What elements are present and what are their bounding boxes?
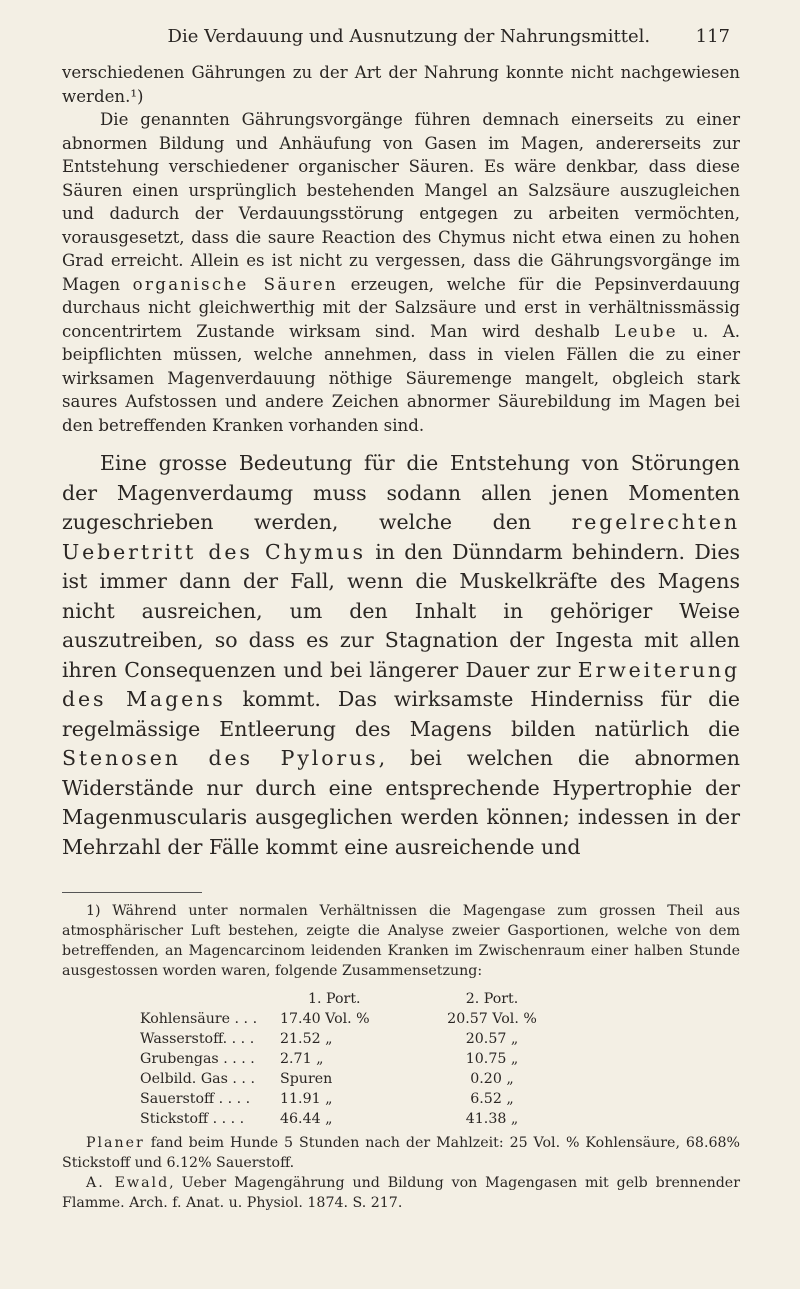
portion-2-value: 41.38 „	[465, 1111, 519, 1127]
column-header-portion-2: 2. Port.	[465, 991, 519, 1007]
table-row	[140, 1089, 552, 1109]
portion-2-value: 0.20 „	[470, 1071, 514, 1087]
paragraph-stagnation	[62, 449, 740, 862]
portion-2-value: 10.75 „	[465, 1051, 519, 1067]
running-title: Die Verdauung und Ausnutzung der Nahrungsmittel.	[167, 26, 651, 47]
paragraph-1-text: verschiedenen Gährungen zu der Art der Nahrung konnte nicht nachgewiesen werden.¹)	[62, 63, 740, 106]
gas-composition-table	[140, 989, 552, 1129]
running-header	[122, 26, 730, 47]
table-row	[140, 1009, 552, 1029]
p2-emphasis-organic-acids: organische Säuren	[132, 274, 338, 294]
portion-1-value: Spuren	[280, 1071, 333, 1087]
table-header-row	[140, 989, 552, 1009]
p3-a: Eine grosse Bedeutung für die Entstehung von Störungen der Magenverdaumg muss sodann allen jenen Momenten zugeschrieben werden, welche den	[62, 451, 740, 534]
footnote-planer	[62, 1133, 740, 1173]
gas-name: Stickstoff . . . .	[140, 1111, 245, 1127]
p2-e: u. A. beipflichten müssen, welche annehmen, dass in vielen Fällen die zu einer wirksamen Magenverdauung nöthige Säuremenge mangelt, obgleich stark saures Aufstossen und andere Zeichen abnormer Säurebildung im Magen bei den betreffenden Kranken vorhanden sind.	[62, 321, 740, 435]
p3-emphasis-pylorus: Stenosen des Pylorus	[62, 746, 379, 770]
portion-1-value: 2.71 „	[280, 1051, 324, 1067]
portion-2-value: 20.57 Vol. %	[447, 1011, 537, 1027]
gas-name: Wasserstoff. . . .	[140, 1031, 255, 1047]
p3-g: , bei welchen die abnormen Widerstände nur durch eine entsprechende Hypertrophie der Magenmuscularis ausgeglichen werden können; indessen in der Mehrzahl der Fälle kommt eine ausreichende und	[62, 746, 740, 859]
p2-a: Die genannten Gährungsvorgänge führen demnach einerseits zu einer abnormen Bildung und Anhäufung von Gasen im Magen, andererseits zur Entstehung verschiedener organischer Säuren. Es wäre denkbar, dass diese Säuren einen ursprünglich bestehenden Mangel an Salzsäure auszugleichen und dadurch der Verdauungsstörung entgegen zu arbeiten vermöchten, vorausgesetzt, dass die saure Reaction des Chymus nicht etwa einen zu hohen Grad erreicht. Allein es ist nicht zu vergessen, dass die Gährungsvorgänge im Magen	[62, 110, 740, 294]
footnote-ewald	[62, 1173, 740, 1213]
column-header-portion-1: 1. Port.	[308, 991, 361, 1007]
portion-1-value: 11.91 „	[280, 1091, 333, 1107]
portion-1-value: 21.52 „	[280, 1031, 333, 1047]
author-ewald: A. Ewald	[86, 1175, 170, 1191]
ewald-reference: , Ueber Magengährung und Bildung von Magengasen mit gelb brennender Flamme. Arch. f. Anat. u. Physiol. 1874. S. 217.	[62, 1175, 740, 1211]
author-planer: Planer	[86, 1135, 145, 1151]
planer-text: fand beim Hunde 5 Stunden nach der Mahlzeit: 25 Vol. % Kohlensäure, 68.68% Stickstoff und 6.12% Sauerstoff.	[62, 1135, 740, 1171]
table-row	[140, 1029, 552, 1049]
body-small-section	[62, 61, 740, 437]
footnote	[62, 901, 740, 1213]
table-row	[140, 1049, 552, 1069]
paragraph-continuation	[62, 61, 740, 108]
p3-e: kommt. Das wirksamste Hinderniss für die regelmässige Entleerung des Magens bilden natürlich die	[62, 687, 740, 741]
p2-c: erzeugen, welche für die Pepsinverdauung durchaus nicht gleichwerthig mit der Salzsäure und erst in verhältnissmässig concentrirtem Zustande wirksam sind. Man wird deshalb	[62, 274, 741, 341]
paragraph-gas-acids	[62, 108, 740, 437]
gas-name: Grubengas . . . .	[140, 1051, 255, 1067]
p3-emphasis-chymus: regelrechten Uebertritt des Chymus	[62, 510, 740, 564]
table-row	[140, 1109, 552, 1129]
gas-name: Kohlensäure . . .	[140, 1011, 258, 1027]
footnote-intro: 1) Während unter normalen Verhältnissen die Magengase zum grossen Theil aus atmosphärischer Luft bestehen, zeigte die Analyse zweier Gasportionen, welche von dem betreffenden, an Magencarcinom leidenden Kranken im Zwischenraum einer halben Stunde ausgestossen worden waren, folgende Zusammensetzung:	[62, 903, 740, 979]
p3-emphasis-dilatation: Erweiterung des Magens	[62, 657, 740, 711]
page-number: 117	[695, 26, 730, 47]
portion-1-value: 46.44 „	[280, 1111, 333, 1127]
gas-name: Oelbild. Gas . . .	[140, 1071, 255, 1087]
gas-name: Sauerstoff . . . .	[140, 1091, 251, 1107]
portion-2-value: 6.52 „	[470, 1091, 514, 1107]
footnote-divider	[62, 892, 202, 893]
portion-1-value: 17.40 Vol. %	[280, 1011, 370, 1027]
table-row	[140, 1069, 552, 1089]
p3-c: in den Dünndarm behindern. Dies ist immer dann der Fall, wenn die Muskelkräfte des Magens nicht ausreichen, um den Inhalt in gehöriger Weise auszutreiben, so dass es zur Stagnation der Ingesta mit allen ihren Consequenzen und bei längerer Dauer zur	[62, 539, 740, 682]
body-large-section	[62, 449, 740, 862]
p2-author-leube: Leube	[614, 321, 678, 341]
portion-2-value: 20.57 „	[465, 1031, 519, 1047]
